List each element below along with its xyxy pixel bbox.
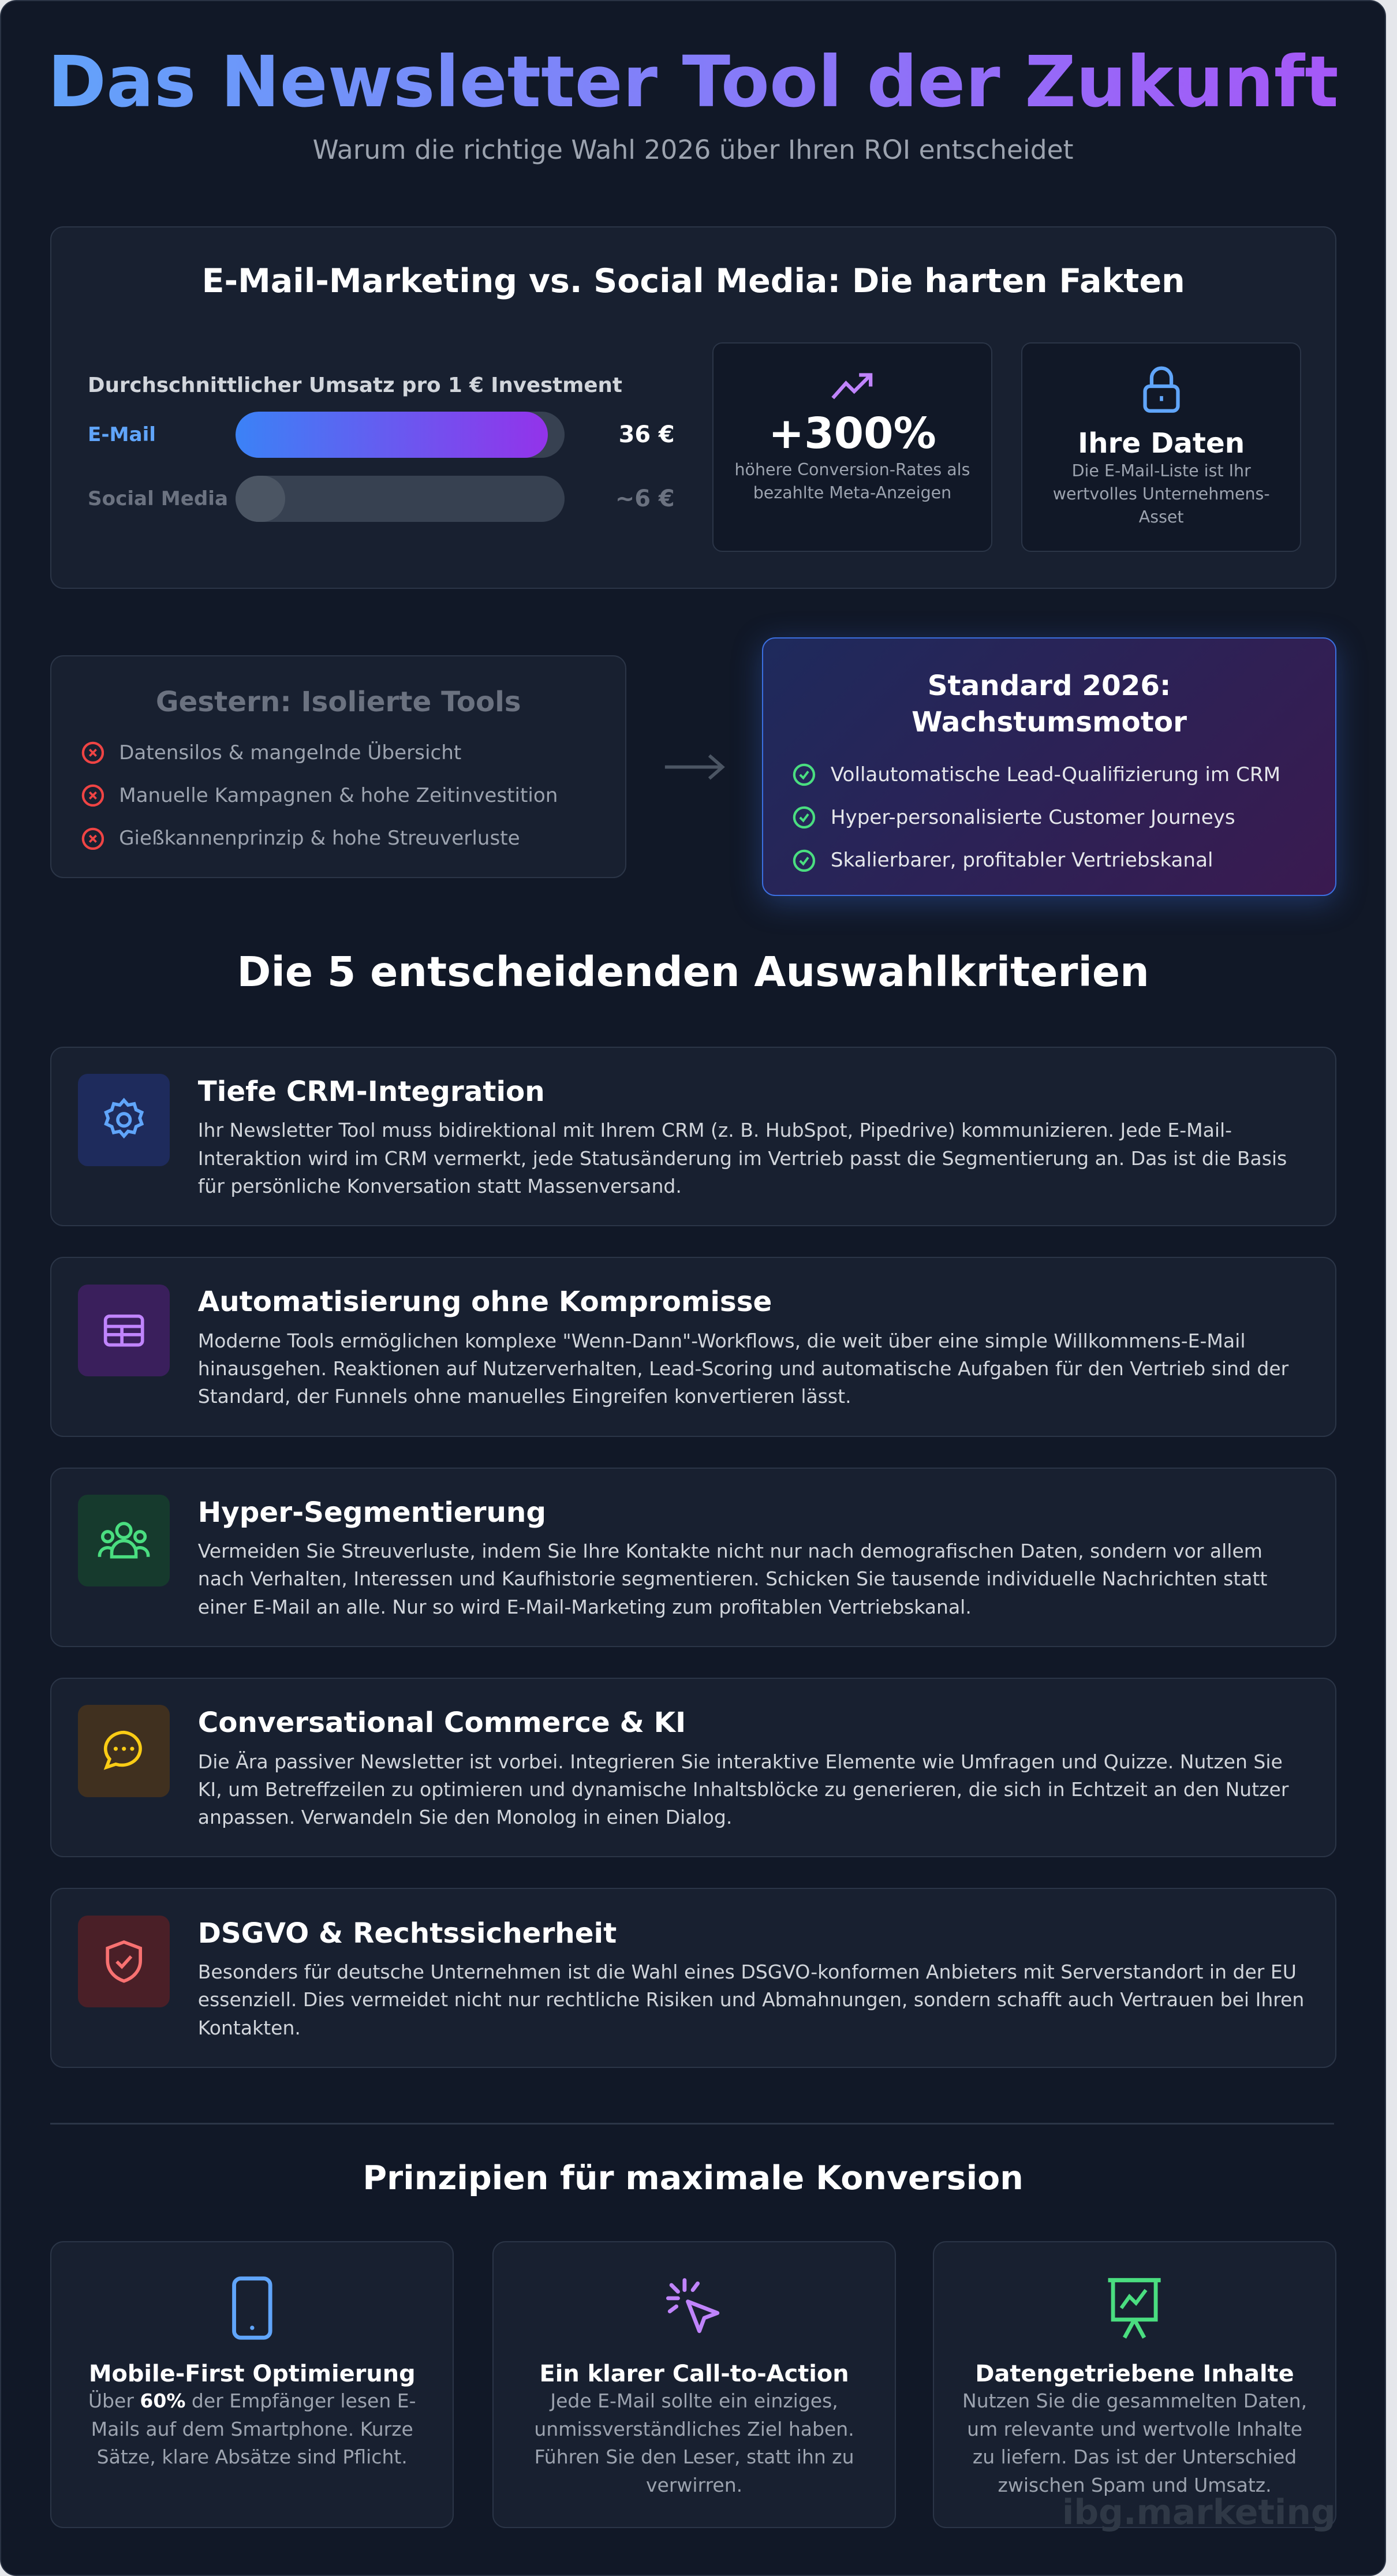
check-circle-icon	[793, 763, 816, 786]
workflow-icon	[78, 1285, 170, 1376]
item-text: Datensilos & mangelnde Übersicht	[119, 741, 462, 765]
criterion-desc: Ihr Newsletter Tool muss bidirektional mit Ihrem CRM (z. B. HubSpot, Pipedrive) kommunizieren. Jede E-Mail-Interaktion wird im CRM vermerkt, jede Statusänderung im Vertrieb passt die Segmentierung an. Das ist die Basis für persönliche Konversation statt Massenversand.	[197, 1119, 1287, 1198]
criterion-card	[50, 1257, 1336, 1436]
criterion-card	[50, 1678, 1336, 1857]
criterion-card	[50, 1468, 1336, 1647]
stat-title: Ihre Daten	[1078, 427, 1245, 460]
new-standard-item	[793, 806, 1335, 829]
stat-conversion	[712, 342, 992, 552]
principle-card	[50, 2241, 454, 2528]
principle-desc: Jede E-Mail sollte ein einziges, unmissverständliches Ziel haben. Führen Sie den Leser, statt ihn zu verwirren.	[534, 2390, 854, 2496]
stat-desc: Die E-Mail-Liste ist Ihr wertvolles Unternehmens-Asset	[1052, 461, 1270, 527]
criterion-card	[50, 1047, 1336, 1226]
watermark: ibg.marketing	[1062, 2493, 1336, 2533]
principles-title: Prinzipien für maximale Konversion	[363, 2159, 1024, 2198]
criterion-desc: Die Ära passiver Newsletter ist vorbei. Integrieren Sie interaktive Elemente wie Umfragen und Quizze. Nutzen Sie KI, um Betreffzeilen zu optimieren und dynamische Inhaltsblöcke zu generieren, die sich in Echtzeit an den Nutzer anpassen. Verwandeln Sie den Monolog in einen Dialog.	[197, 1750, 1289, 1829]
check-circle-icon	[793, 806, 816, 829]
principle-title: Ein klarer Call-to-Action	[539, 2361, 849, 2388]
criterion-title: Hyper-Segmentierung	[197, 1496, 546, 1529]
criterion-desc: Besonders für deutsche Unternehmen ist die Wahl eines DSGVO-konformen Anbieters mit Serverstandort in der EU essenziell. Dies vermeidet nicht nur rechtliche Risiken und Abmahnungen, sondern schafft auch Vertrauen bei Ihren Kontakten.	[197, 1960, 1305, 2039]
principle-desc: Über 60% der Empfänger lesen E-Mails auf dem Smartphone. Kurze Sätze, klare Absätze sind Pflicht.	[88, 2390, 416, 2469]
x-circle-icon	[81, 784, 104, 807]
chat-bubble-icon	[78, 1705, 170, 1797]
old-tools-item	[81, 827, 625, 850]
new-standard-panel	[762, 637, 1336, 896]
old-tools-item	[81, 741, 625, 764]
new-standard-item	[793, 763, 1335, 786]
gear-icon	[78, 1074, 170, 1166]
stat-desc: höhere Conversion-Rates als bezahlte Meta-Anzeigen	[734, 460, 970, 503]
x-circle-icon	[81, 741, 104, 764]
principle-card	[933, 2241, 1336, 2528]
new-standard-title: Standard 2026: Wachstumsmotor	[912, 670, 1187, 738]
page-subtitle: Warum die richtige Wahl 2026 über Ihren ROI entscheidet	[312, 134, 1074, 165]
bar-social	[236, 476, 564, 522]
stat-data	[1021, 342, 1301, 552]
presentation-chart-icon	[934, 2275, 1335, 2341]
arrow-right-icon	[663, 752, 726, 782]
item-text: Manuelle Kampagnen & hohe Zeitinvestition	[119, 784, 558, 808]
divider	[50, 2123, 1334, 2125]
page-title: Das Newsletter Tool der Zukunft	[1, 40, 1385, 123]
bar-value-social: ~6 €	[615, 486, 675, 512]
criterion-title: Conversational Commerce & KI	[197, 1707, 686, 1739]
check-circle-icon	[793, 849, 816, 872]
item-text: Hyper-personalisierte Customer Journeys	[830, 806, 1235, 830]
old-tools-item	[81, 784, 625, 807]
criterion-title: DSGVO & Rechtssicherheit	[197, 1917, 617, 1950]
smartphone-icon	[51, 2275, 453, 2341]
criterion-title: Automatisierung ohne Kompromisse	[197, 1286, 772, 1319]
criterion-desc: Moderne Tools ermöglichen komplexe "Wenn-Dann"-Workflows, die weit über eine simple Willkommens-E-Mail hinausgehen. Reaktionen auf Nutzerverhalten, Lead-Scoring und automatische Aufgaben für den Vertrieb sind der Standard, der Funnels ohne manuelles Eingreifen konvertieren lässt.	[197, 1329, 1289, 1408]
principle-card	[492, 2241, 896, 2528]
stat-value: +300%	[768, 408, 936, 458]
bar-value-email: 36 €	[618, 421, 675, 448]
principle-title: Mobile-First Optimierung	[88, 2361, 416, 2388]
item-text: Vollautomatische Lead-Qualifizierung im CRM	[830, 763, 1281, 787]
cursor-click-icon	[494, 2275, 895, 2341]
bar-social-fill	[236, 476, 285, 522]
trending-up-icon	[830, 370, 876, 403]
facts-panel	[50, 226, 1336, 588]
bar-email	[236, 412, 564, 458]
principle-desc: Nutzen Sie die gesammelten Daten, um relevante und wertvolle Inhalte zu liefern. Das ist der Unterschied zwischen Spam und Umsatz.	[962, 2390, 1308, 2496]
bar-label-social: Social Media	[88, 487, 229, 510]
users-icon	[78, 1495, 170, 1586]
criterion-card	[50, 1888, 1336, 2067]
old-tools-panel	[50, 655, 626, 878]
highlight-value: 60%	[140, 2390, 186, 2413]
shield-check-icon	[78, 1916, 170, 2007]
old-tools-title: Gestern: Isolierte Tools	[155, 686, 521, 719]
new-standard-item	[793, 849, 1335, 872]
principle-title: Datengetriebene Inhalte	[975, 2361, 1294, 2388]
item-text: Skalierbarer, profitabler Vertriebskanal	[830, 849, 1213, 872]
criterion-desc: Vermeiden Sie Streuverluste, indem Sie Ihre Kontakte nicht nur nach demografischen Daten, sondern vor allem nach Verhalten, Interessen und Kaufhistorie segmentieren. Schicken Sie tausende individuelle Nachrichten statt einer E-Mail an alle. Nur so wird E-Mail-Marketing zum profitablen Vertriebskanal.	[197, 1540, 1268, 1618]
criterion-title: Tiefe CRM-Integration	[197, 1076, 545, 1108]
criteria-title: Die 5 entscheidenden Auswahlkriterien	[237, 947, 1149, 996]
bar-email-fill	[236, 412, 548, 458]
facts-title: E-Mail-Marketing vs. Social Media: Die harten Fakten	[201, 262, 1185, 300]
x-circle-icon	[81, 827, 104, 850]
bar-label-email: E-Mail	[88, 423, 156, 446]
chart-label: Durchschnittlicher Umsatz pro 1 € Investment	[88, 374, 622, 398]
item-text: Gießkannenprinzip & hohe Streuverluste	[119, 827, 520, 850]
lock-icon	[1140, 365, 1183, 414]
